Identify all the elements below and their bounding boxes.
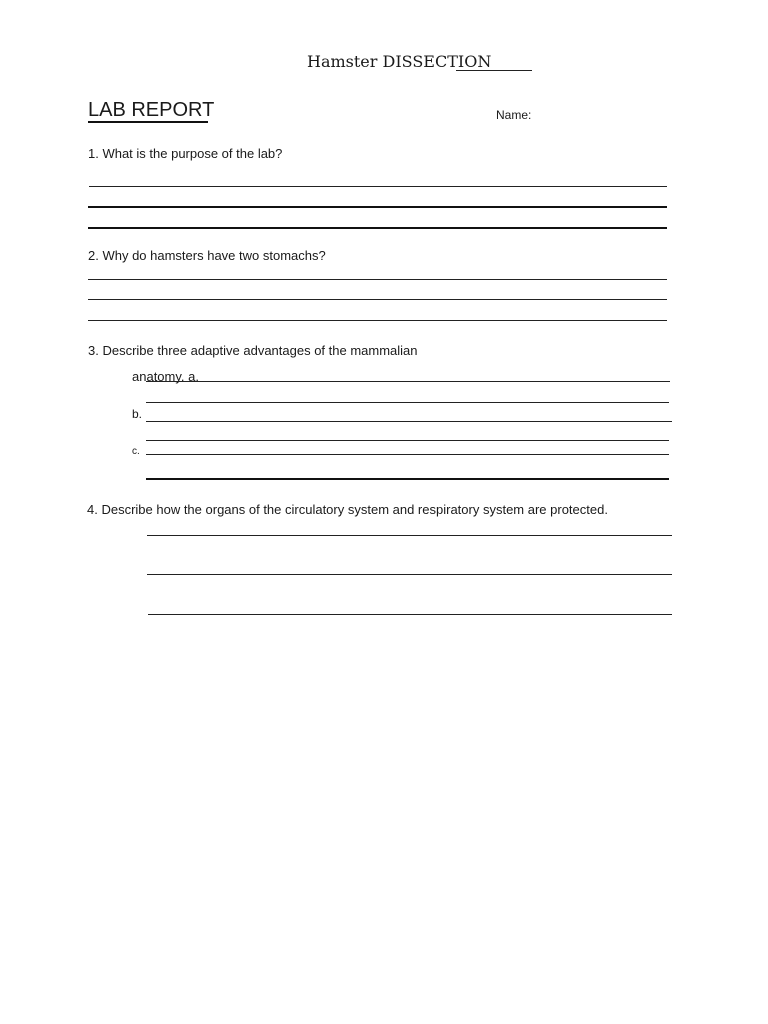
answer-line xyxy=(146,381,670,382)
answer-line xyxy=(146,402,669,403)
answer-line xyxy=(148,614,672,615)
answer-line xyxy=(88,206,667,208)
question-4: 4. Describe how the organs of the circulatory system and respiratory system are protected. xyxy=(87,502,608,517)
question-3: 3. Describe three adaptive advantages of the mammalian xyxy=(88,343,418,358)
answer-line xyxy=(88,299,667,300)
document-title: Hamster DISSECTION xyxy=(307,52,492,71)
title-underline xyxy=(456,70,532,71)
heading-underline xyxy=(88,121,208,123)
answer-line xyxy=(88,227,667,229)
answer-line xyxy=(146,421,672,422)
answer-line xyxy=(89,186,667,187)
answer-line xyxy=(88,279,667,280)
answer-line xyxy=(88,320,667,321)
sub-item-b-label: b. xyxy=(132,407,143,421)
lab-report-heading: LAB REPORT xyxy=(88,99,215,121)
answer-line xyxy=(147,574,672,575)
question-3-continuation: anatomy. a. xyxy=(132,369,199,384)
question-1: 1. What is the purpose of the lab? xyxy=(88,146,283,161)
answer-line xyxy=(146,478,669,480)
name-label: Name: xyxy=(496,108,532,122)
question-2: 2. Why do hamsters have two stomachs? xyxy=(88,248,326,263)
answer-line xyxy=(146,454,669,455)
sub-item-c-label: c. xyxy=(132,446,140,457)
answer-line xyxy=(146,440,669,441)
answer-line xyxy=(147,535,672,536)
